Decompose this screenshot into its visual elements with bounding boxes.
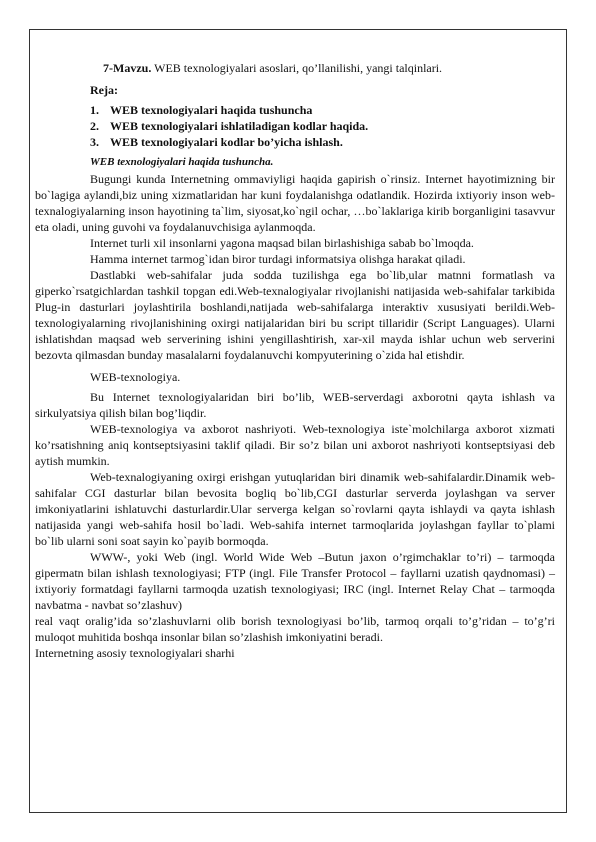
page-title	[103, 60, 555, 76]
section-heading: WEB texnologiyalari haqida tushuncha.	[90, 156, 274, 168]
paragraph: Bu Internet texnologiyalaridan biri bo’lib, WEB-serverdagi axborotni qayta ishlash va sirkulyatsiya qilish bilan bog’liqdir.	[35, 390, 555, 420]
list-item: 1. WEB texnologiyalari haqida tushuncha	[90, 103, 313, 117]
paragraph: Internetning asosiy texnologiyalari sharhi	[35, 646, 235, 660]
subsection-label: WEB-texnologiya.	[90, 370, 181, 384]
plan-list	[90, 102, 555, 150]
paragraph: real vaqt oralig’ida so’zlashuvlarni olib borish texnologiyasi bo’lib, tarmoq orqali to’g’ridan – to’g’ri muloqot muhitida boshqa insonlar bilan so’zlashish imkoniyatini beradi.	[35, 614, 555, 644]
paragraph: Hamma internet tarmog`idan biror turdagi informatsiya olishga harakat qiladi.	[90, 252, 466, 266]
document-body	[35, 60, 555, 661]
topic-title: WEB texnologiyalari asoslari, qo’llanilishi, yangi talqinlari.	[154, 61, 443, 75]
paragraph: Internet turli xil insonlarni yagona maqsad bilan birlashishiga sabab bo`lmoqda.	[90, 236, 474, 250]
plan-heading: Reja:	[90, 83, 118, 97]
paragraph: WWW-, yoki Web (ingl. World Wide Web –Butun jaxon o’rgimchaklar to’ri) – tarmoqda gipermatn bilan ishlash texnologiyasi; FTP (ingl. File Transfer Protocol – fayllarni uzatish qaydnomasi) – ixtiyoriy formatdagi fayllarni tarmoqda uzatish texnologiyasi; IRC (ingl. Internet Relay Chat – tarmoqda navbatma - navbat so’zlashuv)	[35, 550, 555, 612]
paragraph: Dastlabki web-sahifalar juda sodda tuzilishga ega bo`lib,ular matnni formatlash va giperko`rsatgichlardan tashkil topgan edi.Web-texnalogiyalar rivojlanishi natijasida web-sahifalar tarkibida Plug-in dasturlari joylashtirila boshlandi,natijada web-sahifalarga interaktiv xususiyati berildi.Web-texnologiyalarning rivojlanishining oxirgi natijalaridan biri bu script tillaridir (Script Languages). Ularni ishlatishdan maqsad web serverining ishini yengillashtirish, xar-xil mayda ishlar uchun web serverini bezovta qilmasdan bunday masalalarni foydalanuvchi kompyuterining o`zida hal etishdir.	[35, 268, 555, 362]
paragraph: Web-texnalogiyaning oxirgi erishgan yutuqlaridan biri dinamik web-sahifalardir.Dinamik web-sahifalar CGI dasturlar bilan bevosita bogliq bo`lib,CGI dasturlar serverda joylashgan va server imkoniyatlarini ishlatuvchi dasturlardir.Ular serverga kelgan so`rovlarni qayta ishlaydi va qayta ishlash natijasida yangi web-sahifa hosil bo`ladi. Web-sahifa internet tarmoqlarida joylashgan fayllar to`plami bo`lib ularni soni soat sayin ko`payib bormoqda.	[35, 470, 555, 548]
list-item: 2. WEB texnologiyalari ishlatiladigan kodlar haqida.	[90, 119, 369, 133]
topic-number: 7-Mavzu.	[103, 61, 152, 75]
list-item: 3. WEB texnologiyalari kodlar bo’yicha ishlash.	[90, 135, 343, 149]
paragraph: WEB-texnologiya va axborot nashriyoti. Web-texnologiya iste`molchilarga axborot xizmati ko’rsatishning aniq kontseptsiyasini taklif qiladi. Bir so’z bilan uni axborot nashriyoti kontseptsiyasi deb aytish mumkin.	[35, 422, 555, 468]
paragraph: Bugungi kunda Internetning ommaviyligi haqida gapirish o`rinsiz. Internet hayotimizning bir bo`lagiga aylandi,biz uning xizmatlaridan har kuni foydalanishga odatlandik. Hozirda ixtiyoriy inson web-texnalogiyalarning inson hayotining ta`lim, siyosat,ko`ngil ochar, …bo`laklariga kirib borganligini tasavvur eta oladi, uning guvohi va foydalanuvchisiga aylanmoqda.	[35, 172, 555, 234]
